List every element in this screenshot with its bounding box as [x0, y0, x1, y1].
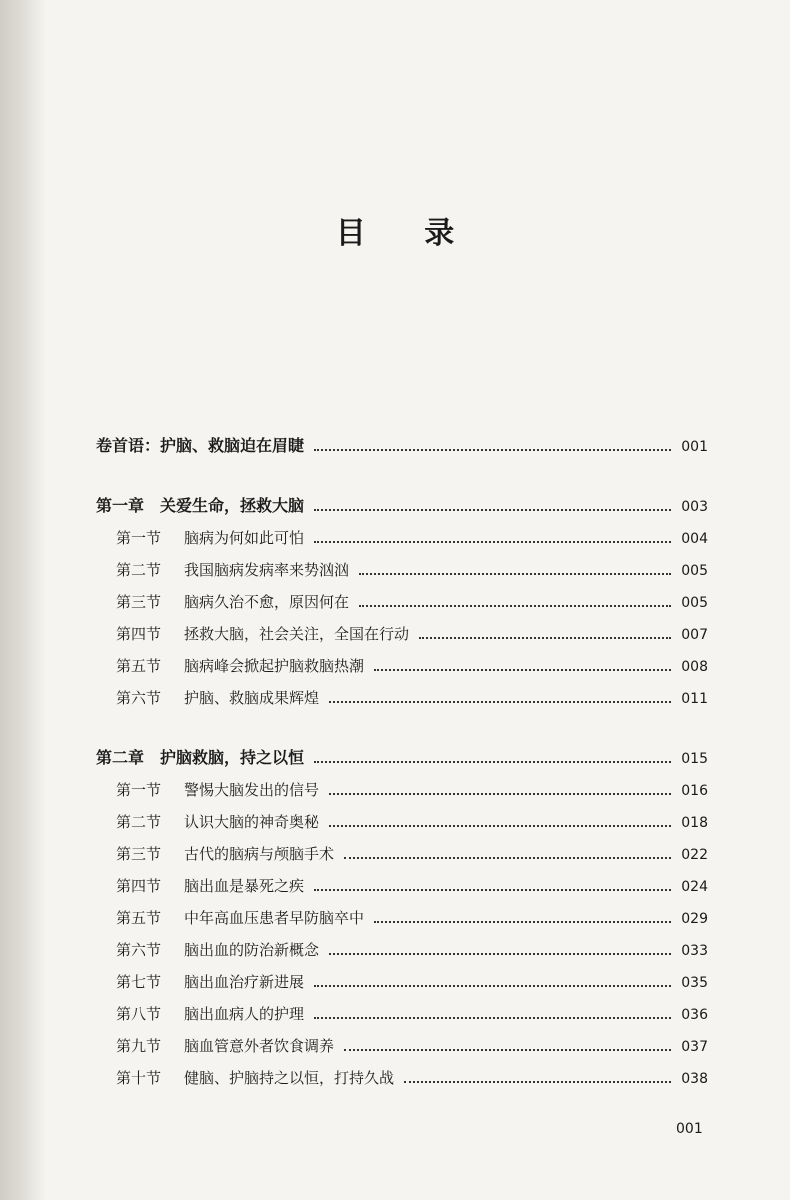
section-number: 第三节: [116, 593, 162, 611]
section-label: [116, 934, 319, 966]
section-title: 脑血管意外者饮食调养: [184, 1037, 335, 1055]
page-folio: 001: [676, 1121, 703, 1137]
section-label: [116, 806, 319, 838]
page-number: 007: [681, 627, 708, 643]
dot-leader: [314, 541, 671, 543]
dot-leader: [344, 857, 671, 859]
toc-entry-section[interactable]: [96, 1062, 708, 1094]
section-label: [116, 522, 304, 554]
dot-leader: [314, 761, 671, 763]
section-title: 脑出血是暴死之疾: [184, 877, 305, 895]
toc-entry-section[interactable]: [96, 998, 708, 1030]
section-number: 第十节: [116, 1069, 162, 1087]
page-number: 005: [681, 563, 708, 579]
dot-leader: [329, 793, 671, 795]
dot-leader: [314, 985, 671, 987]
dot-leader: [404, 1081, 671, 1083]
page-number: 037: [681, 1039, 708, 1055]
section-label: [116, 1062, 394, 1094]
section-title: 我国脑病发病率来势汹汹: [184, 561, 350, 579]
page-number: 022: [681, 847, 708, 863]
section-number: 第一节: [116, 781, 162, 799]
section-number: 第五节: [116, 909, 162, 927]
page-number: 011: [681, 691, 708, 707]
section-number: 第六节: [116, 941, 162, 959]
section-label: [116, 1030, 334, 1062]
section-label: [116, 650, 364, 682]
section-label: [116, 838, 334, 870]
dot-leader: [374, 921, 671, 923]
toc-entry-section[interactable]: [96, 618, 708, 650]
page-title: 目 录: [335, 216, 479, 251]
section-number: 第二节: [116, 561, 162, 579]
section-title: 脑病为何如此可怕: [184, 529, 305, 547]
toc-entry-section[interactable]: [96, 774, 708, 806]
page-number: 036: [681, 1007, 708, 1023]
dot-leader: [329, 825, 671, 827]
dot-leader: [359, 573, 671, 575]
section-title: 脑病峰会掀起护脑救脑热潮: [184, 657, 365, 675]
entry-label: 卷首语：护脑、救脑迫在眉睫: [96, 436, 305, 455]
table-of-contents: [96, 430, 708, 1094]
toc-entry-section[interactable]: [96, 682, 708, 714]
section-label: [116, 554, 349, 586]
section-title: 脑出血病人的护理: [184, 1005, 305, 1023]
dot-leader: [329, 701, 671, 703]
section-number: 第八节: [116, 1005, 162, 1023]
section-title: 认识大脑的神奇奥秘: [184, 813, 320, 831]
toc-entry-section[interactable]: [96, 806, 708, 838]
toc-entry-section[interactable]: [96, 870, 708, 902]
page-number: 001: [681, 439, 708, 455]
section-title: 健脑、护脑持之以恒，打持久战: [184, 1069, 395, 1087]
section-label: [116, 870, 304, 902]
section-number: 第七节: [116, 973, 162, 991]
page-number: 016: [681, 783, 708, 799]
section-label: [116, 966, 304, 998]
toc-entry-preface[interactable]: [96, 430, 708, 462]
section-number: 第六节: [116, 689, 162, 707]
section-number: 第一节: [116, 529, 162, 547]
section-number: 第四节: [116, 625, 162, 643]
toc-entry-section[interactable]: [96, 554, 708, 586]
dot-leader: [329, 953, 671, 955]
dot-leader: [374, 669, 671, 671]
chapter-label: 第二章 护脑救脑，持之以恒: [96, 748, 305, 767]
dot-leader: [419, 637, 671, 639]
page-number: 024: [681, 879, 708, 895]
section-number: 第三节: [116, 845, 162, 863]
toc-entry-section[interactable]: [96, 838, 708, 870]
toc-entry-chapter-1[interactable]: [96, 490, 708, 522]
section-title: 古代的脑病与颅脑手术: [184, 845, 335, 863]
section-number: 第二节: [116, 813, 162, 831]
section-title: 脑病久治不愈，原因何在: [184, 593, 350, 611]
section-number: 第四节: [116, 877, 162, 895]
section-label: [116, 618, 409, 650]
section-title: 警惕大脑发出的信号: [184, 781, 320, 799]
section-title: 中年高血压患者早防脑卒中: [184, 909, 365, 927]
section-title: 拯救大脑，社会关注，全国在行动: [184, 625, 410, 643]
page-number: 038: [681, 1071, 708, 1087]
dot-leader: [314, 889, 671, 891]
dot-leader: [344, 1049, 671, 1051]
toc-entry-section[interactable]: [96, 650, 708, 682]
page-number: 005: [681, 595, 708, 611]
section-title: 脑出血的防治新概念: [184, 941, 320, 959]
toc-entry-chapter-2[interactable]: [96, 742, 708, 774]
section-label: [116, 586, 349, 618]
section-title: 脑出血治疗新进展: [184, 973, 305, 991]
dot-leader: [314, 449, 671, 451]
section-title: 护脑、救脑成果辉煌: [184, 689, 320, 707]
section-number: 第九节: [116, 1037, 162, 1055]
dot-leader: [314, 1017, 671, 1019]
page-number: 033: [681, 943, 708, 959]
dot-leader: [314, 509, 671, 511]
section-label: [116, 774, 319, 806]
toc-entry-section[interactable]: [96, 522, 708, 554]
page-number: 008: [681, 659, 708, 675]
page-number: 035: [681, 975, 708, 991]
toc-entry-section[interactable]: [96, 1030, 708, 1062]
toc-entry-section[interactable]: [96, 586, 708, 618]
page-number: 015: [681, 751, 708, 767]
page-number: 018: [681, 815, 708, 831]
toc-entry-section[interactable]: [96, 902, 708, 934]
chapter-label: 第一章 关爱生命，拯救大脑: [96, 496, 305, 515]
section-number: 第五节: [116, 657, 162, 675]
toc-entry-section[interactable]: [96, 966, 708, 998]
section-label: [116, 682, 319, 714]
section-label: [116, 902, 364, 934]
page-number: 003: [681, 499, 708, 515]
page-number: 004: [681, 531, 708, 547]
dot-leader: [359, 605, 671, 607]
toc-entry-section[interactable]: [96, 934, 708, 966]
page-number: 029: [681, 911, 708, 927]
section-label: [116, 998, 304, 1030]
